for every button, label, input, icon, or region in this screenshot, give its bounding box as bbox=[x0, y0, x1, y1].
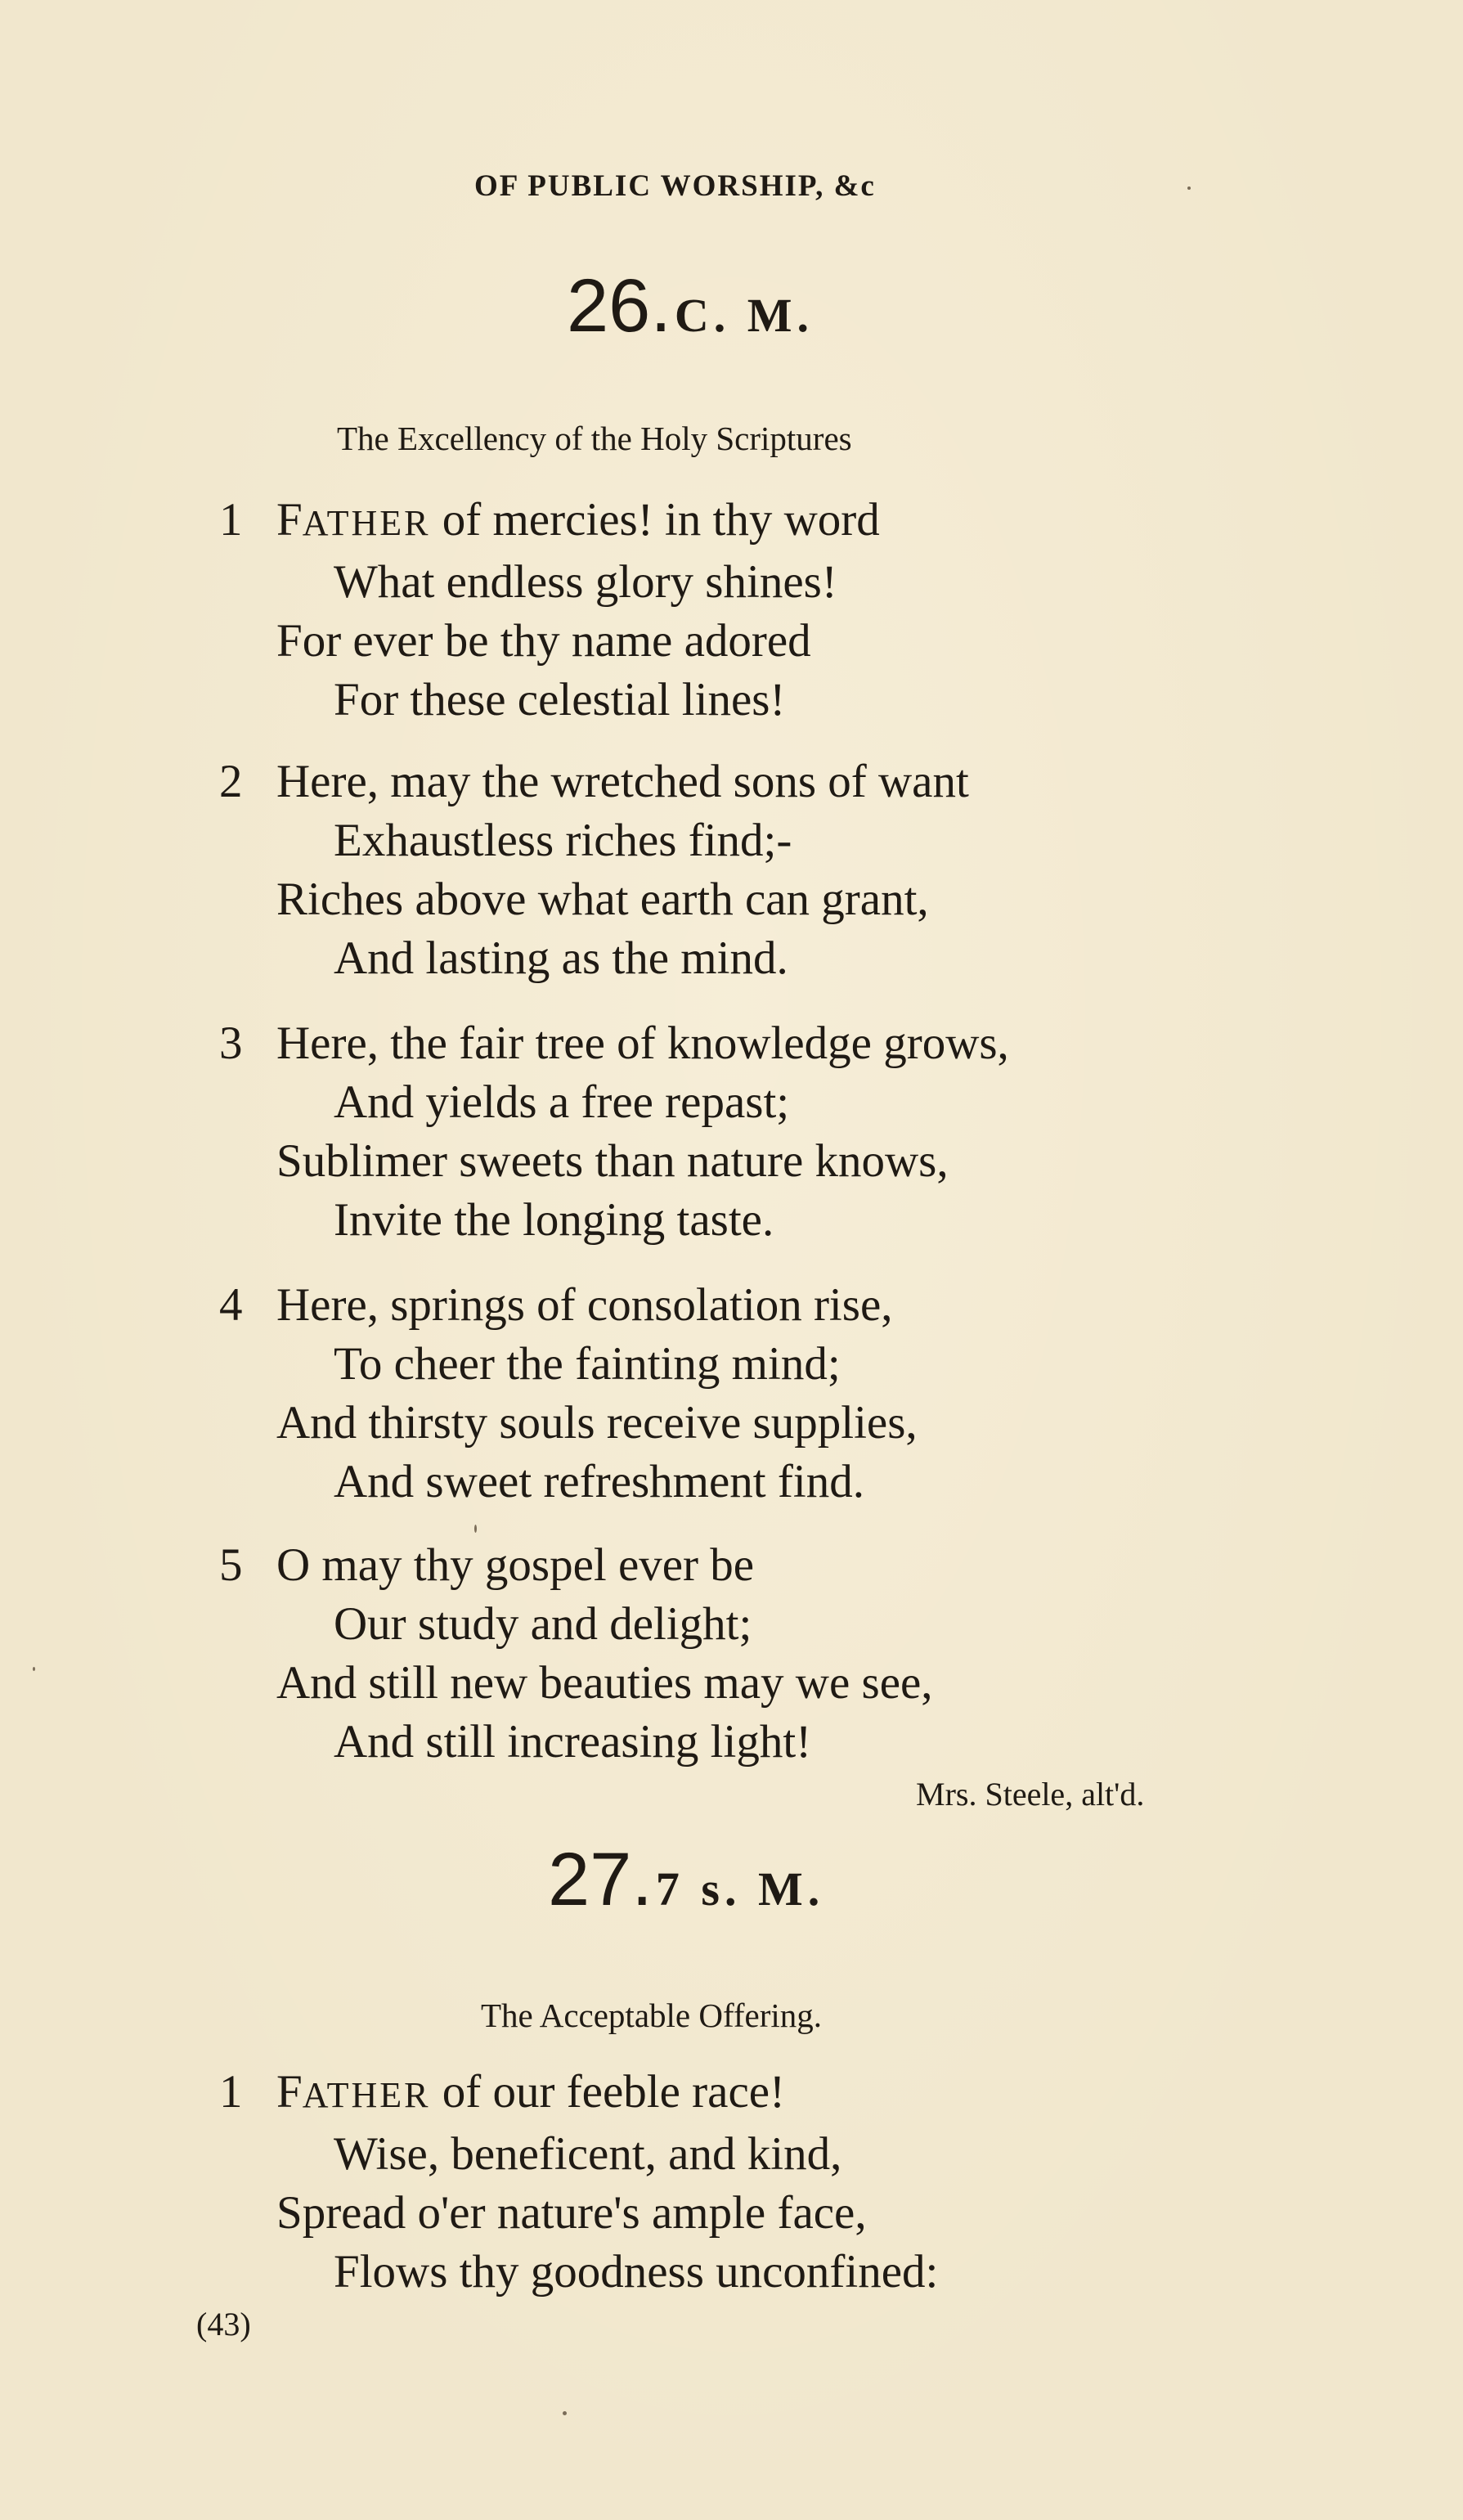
verse-line: For these celestial lines! bbox=[334, 674, 786, 725]
verse bbox=[221, 491, 880, 730]
verse-line: For ever be thy name adored bbox=[276, 615, 811, 667]
verse bbox=[221, 1536, 933, 1772]
verse bbox=[221, 1276, 918, 1512]
hymn-meter: C. M. bbox=[674, 289, 815, 342]
small-caps-word: ATHER bbox=[302, 503, 431, 543]
line-text: of our feeble race! bbox=[430, 2066, 786, 2118]
verse bbox=[221, 752, 969, 988]
verse-line: And still increasing light! bbox=[334, 1716, 812, 1768]
verse-line: Wise, beneficent, and kind, bbox=[334, 2128, 842, 2180]
verse-number: 2 bbox=[219, 756, 243, 807]
verse-line: Sublimer sweets than nature knows, bbox=[276, 1135, 949, 1187]
verse-line: Invite the longing taste. bbox=[334, 1194, 774, 1246]
line-text: Here, springs of consolation rise, bbox=[276, 1279, 893, 1331]
small-caps-word: ATHER bbox=[302, 2075, 431, 2115]
verse-line: Spread o'er nature's ample face, bbox=[276, 2187, 867, 2239]
verse-line: Flows thy goodness unconfined: bbox=[334, 2246, 939, 2298]
verse-line: To cheer the fainting mind; bbox=[334, 1338, 841, 1390]
hymn-title: The Excellency of the Holy Scriptures bbox=[337, 420, 852, 457]
verse-first-line bbox=[221, 1536, 933, 1595]
paper-speck bbox=[33, 1667, 35, 1671]
verse-first-line bbox=[221, 1276, 918, 1335]
verse-number: 5 bbox=[219, 1539, 243, 1591]
page-number: (43) bbox=[196, 2306, 251, 2343]
hymn-heading-27 bbox=[548, 1837, 824, 1923]
verse bbox=[221, 2063, 938, 2302]
verse-line: Riches above what earth can grant, bbox=[276, 874, 929, 925]
verse-number: 4 bbox=[219, 1279, 243, 1331]
verse-first-line bbox=[221, 2063, 938, 2125]
drop-initial: F bbox=[276, 494, 303, 546]
line-text: Here, may the wretched sons of want bbox=[276, 756, 969, 807]
verse bbox=[221, 1014, 1009, 1250]
paper-speck bbox=[563, 2411, 567, 2415]
verse-number: 3 bbox=[219, 1017, 243, 1069]
attribution: Mrs. Steele, alt'd. bbox=[916, 1776, 1145, 1813]
verse-line: And still new beauties may we see, bbox=[276, 1657, 933, 1709]
verse-first-line bbox=[221, 491, 880, 553]
line-text: of mercies! in thy word bbox=[430, 494, 880, 546]
paper-speck bbox=[1187, 186, 1191, 190]
verse-line: And yields a free repast; bbox=[334, 1076, 790, 1128]
verse-first-line bbox=[221, 1014, 1009, 1073]
hymn-heading-26 bbox=[567, 263, 814, 349]
line-text: Here, the fair tree of knowledge grows, bbox=[276, 1017, 1009, 1069]
verse-line: And thirsty souls receive supplies, bbox=[276, 1397, 918, 1449]
paper-speck bbox=[474, 1525, 477, 1533]
verse-line: Our study and delight; bbox=[334, 1598, 752, 1650]
hymn-title: The Acceptable Offering. bbox=[481, 1997, 823, 2034]
verse-number: 1 bbox=[219, 2066, 243, 2118]
verse-line: What endless glory shines! bbox=[334, 556, 837, 608]
verse-line: And lasting as the mind. bbox=[334, 932, 788, 984]
verse-first-line bbox=[221, 752, 969, 811]
verse-line: Exhaustless riches find;- bbox=[334, 815, 792, 866]
line-text: O may thy gospel ever be bbox=[276, 1539, 755, 1591]
drop-initial: F bbox=[276, 2066, 303, 2118]
running-head: OF PUBLIC WORSHIP, &c bbox=[474, 169, 876, 203]
hymn-number: 27. bbox=[548, 1838, 653, 1921]
hymn-meter: 7 s. M. bbox=[655, 1862, 825, 1916]
verse-number: 1 bbox=[219, 494, 243, 546]
verse-line: And sweet refreshment find. bbox=[334, 1456, 864, 1507]
hymn-number: 26. bbox=[567, 264, 671, 348]
